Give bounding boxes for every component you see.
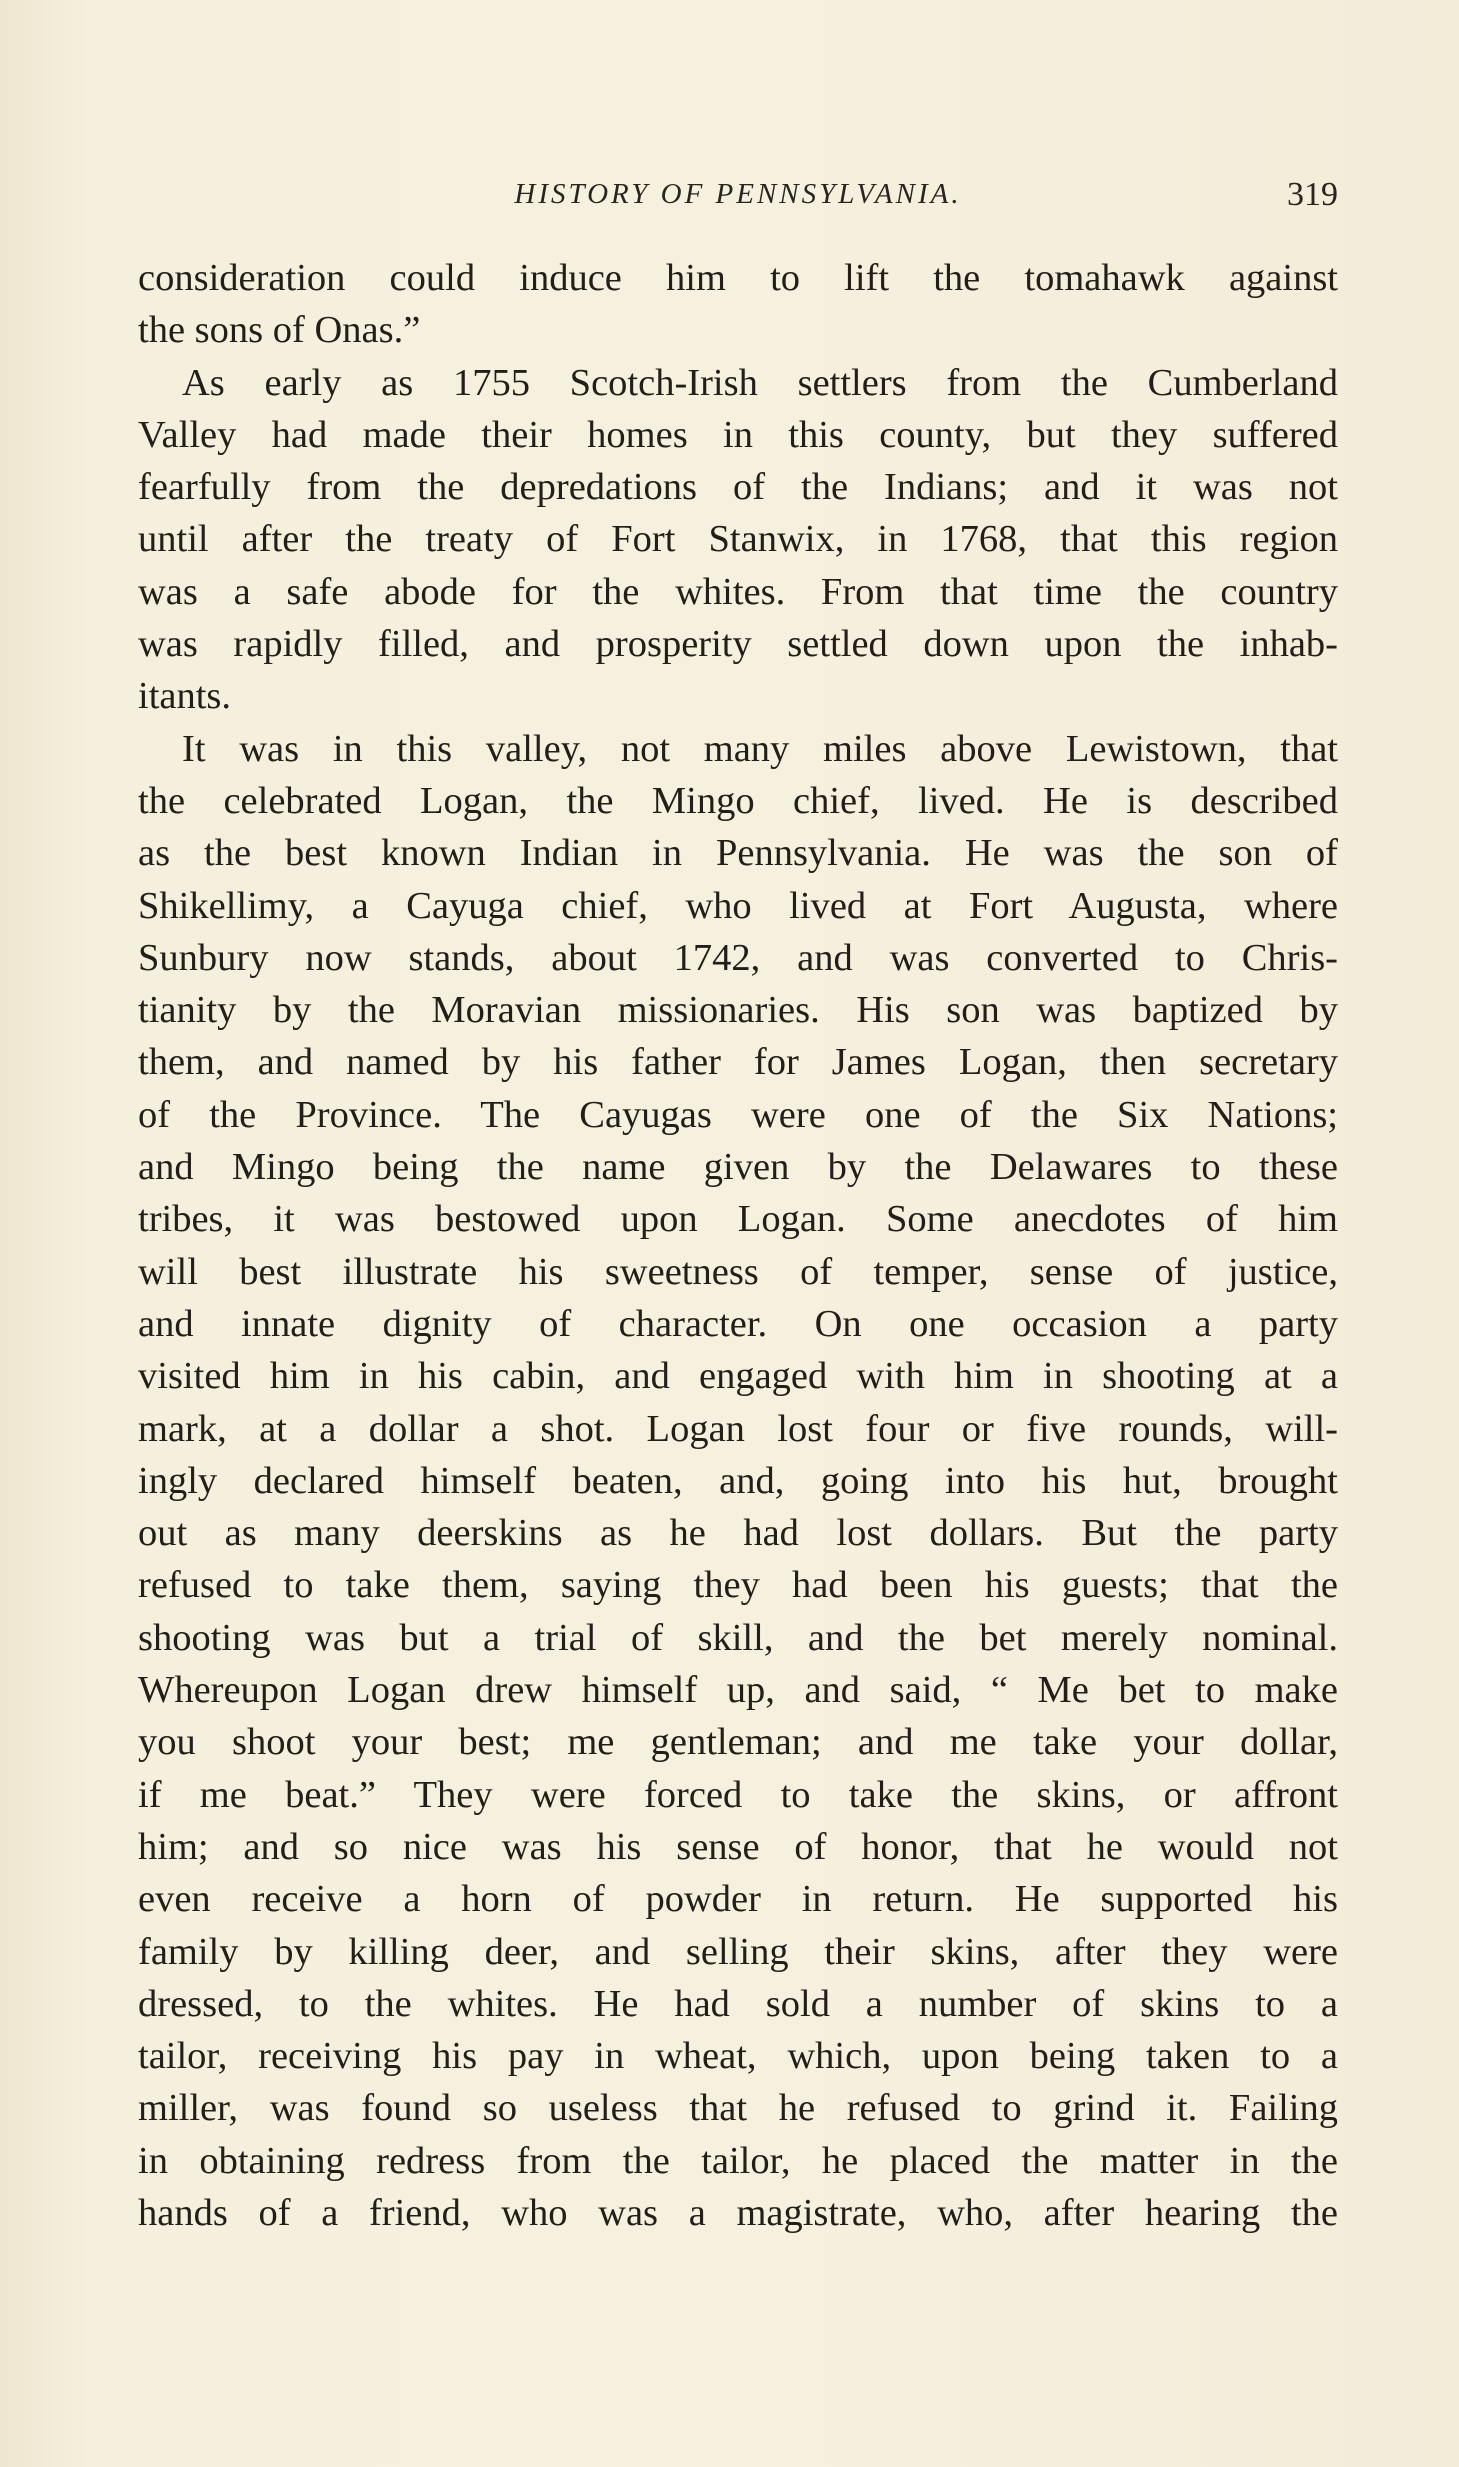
page-number: 319 [1287,176,1338,213]
text-line: consideration could induce him to lift the tomahawk against [138,257,1338,299]
body-text [138,252,1338,2239]
text-line: was rapidly filled, and prosperity settled down upon the inhab- [138,623,1338,666]
text-line: hands of a friend, who was a magistrate, who, after hearing the [138,2191,1338,2234]
text-line: and Mingo being the name given by the Delawares to these [138,1146,1338,1189]
text-line: shooting was but a trial of skill, and the bet merely nominal. [138,1616,1338,1659]
text-line: out as many deerskins as he had lost dollars. But the party [138,1512,1338,1555]
text-line: fearfully from the depredations of the Indians; and it was not [138,466,1338,509]
page-header [138,178,1338,228]
text-line: refused to take them, saying they had been his guests; that the [138,1564,1338,1607]
text-line: will best illustrate his sweetness of temper, sense of justice, [138,1250,1338,1293]
text-line: Valley had made their homes in this county, but they suffered [138,413,1338,456]
text-line: Whereupon Logan drew himself up, and said, “ Me bet to make [138,1669,1338,1712]
text-line: if me beat.” They were forced to take the skins, or affront [138,1773,1338,1816]
text-line: itants. [138,675,232,718]
text-line: and innate dignity of character. On one occasion a party [138,1302,1338,1345]
text-line: It was in this valley, not many miles above Lewistown, that [182,727,1338,770]
text-line: was a safe abode for the whites. From that time the country [138,570,1338,613]
text-line: As early as 1755 Scotch-Irish settlers from the Cumberland [182,361,1338,404]
text-line: of the Province. The Cayugas were one of the Six Nations; [138,1093,1338,1136]
text-line: tianity by the Moravian missionaries. His son was baptized by [138,989,1338,1032]
text-line: you shoot your best; me gentleman; and me take your dollar, [138,1721,1338,1764]
text-line: him; and so nice was his sense of honor, that he would not [138,1825,1338,1868]
text-line: the sons of Onas.” [138,309,421,352]
text-line: Shikellimy, a Cayuga chief, who lived at Fort Augusta, where [138,884,1338,927]
text-line: tailor, receiving his pay in wheat, which, upon being taken to a [138,2035,1338,2078]
text-line: tribes, it was bestowed upon Logan. Some anecdotes of him [138,1198,1338,1241]
text-line: even receive a horn of powder in return. He supported his [138,1878,1338,1921]
text-line: family by killing deer, and selling their skins, after they were [138,1930,1338,1973]
text-line: the celebrated Logan, the Mingo chief, lived. He is described [138,779,1338,822]
text-line: until after the treaty of Fort Stanwix, in 1768, that this region [138,518,1338,561]
text-line: miller, was found so useless that he refused to grind it. Failing [138,2087,1338,2130]
text-line: as the best known Indian in Pennsylvania. He was the son of [138,832,1338,875]
text-line: ingly declared himself beaten, and, going into his hut, brought [138,1459,1338,1502]
text-line: mark, at a dollar a shot. Logan lost four or five rounds, will- [138,1407,1338,1450]
text-line: visited him in his cabin, and engaged with him in shooting at a [138,1355,1338,1398]
text-line: in obtaining redress from the tailor, he placed the matter in the [138,2139,1338,2182]
running-title: HISTORY OF PENNSYLVANIA. [514,178,962,210]
text-line: Sunbury now stands, about 1742, and was converted to Chris- [138,936,1338,979]
text-line: dressed, to the whites. He had sold a number of skins to a [138,1982,1338,2025]
text-line: them, and named by his father for James Logan, then secretary [138,1041,1338,1084]
